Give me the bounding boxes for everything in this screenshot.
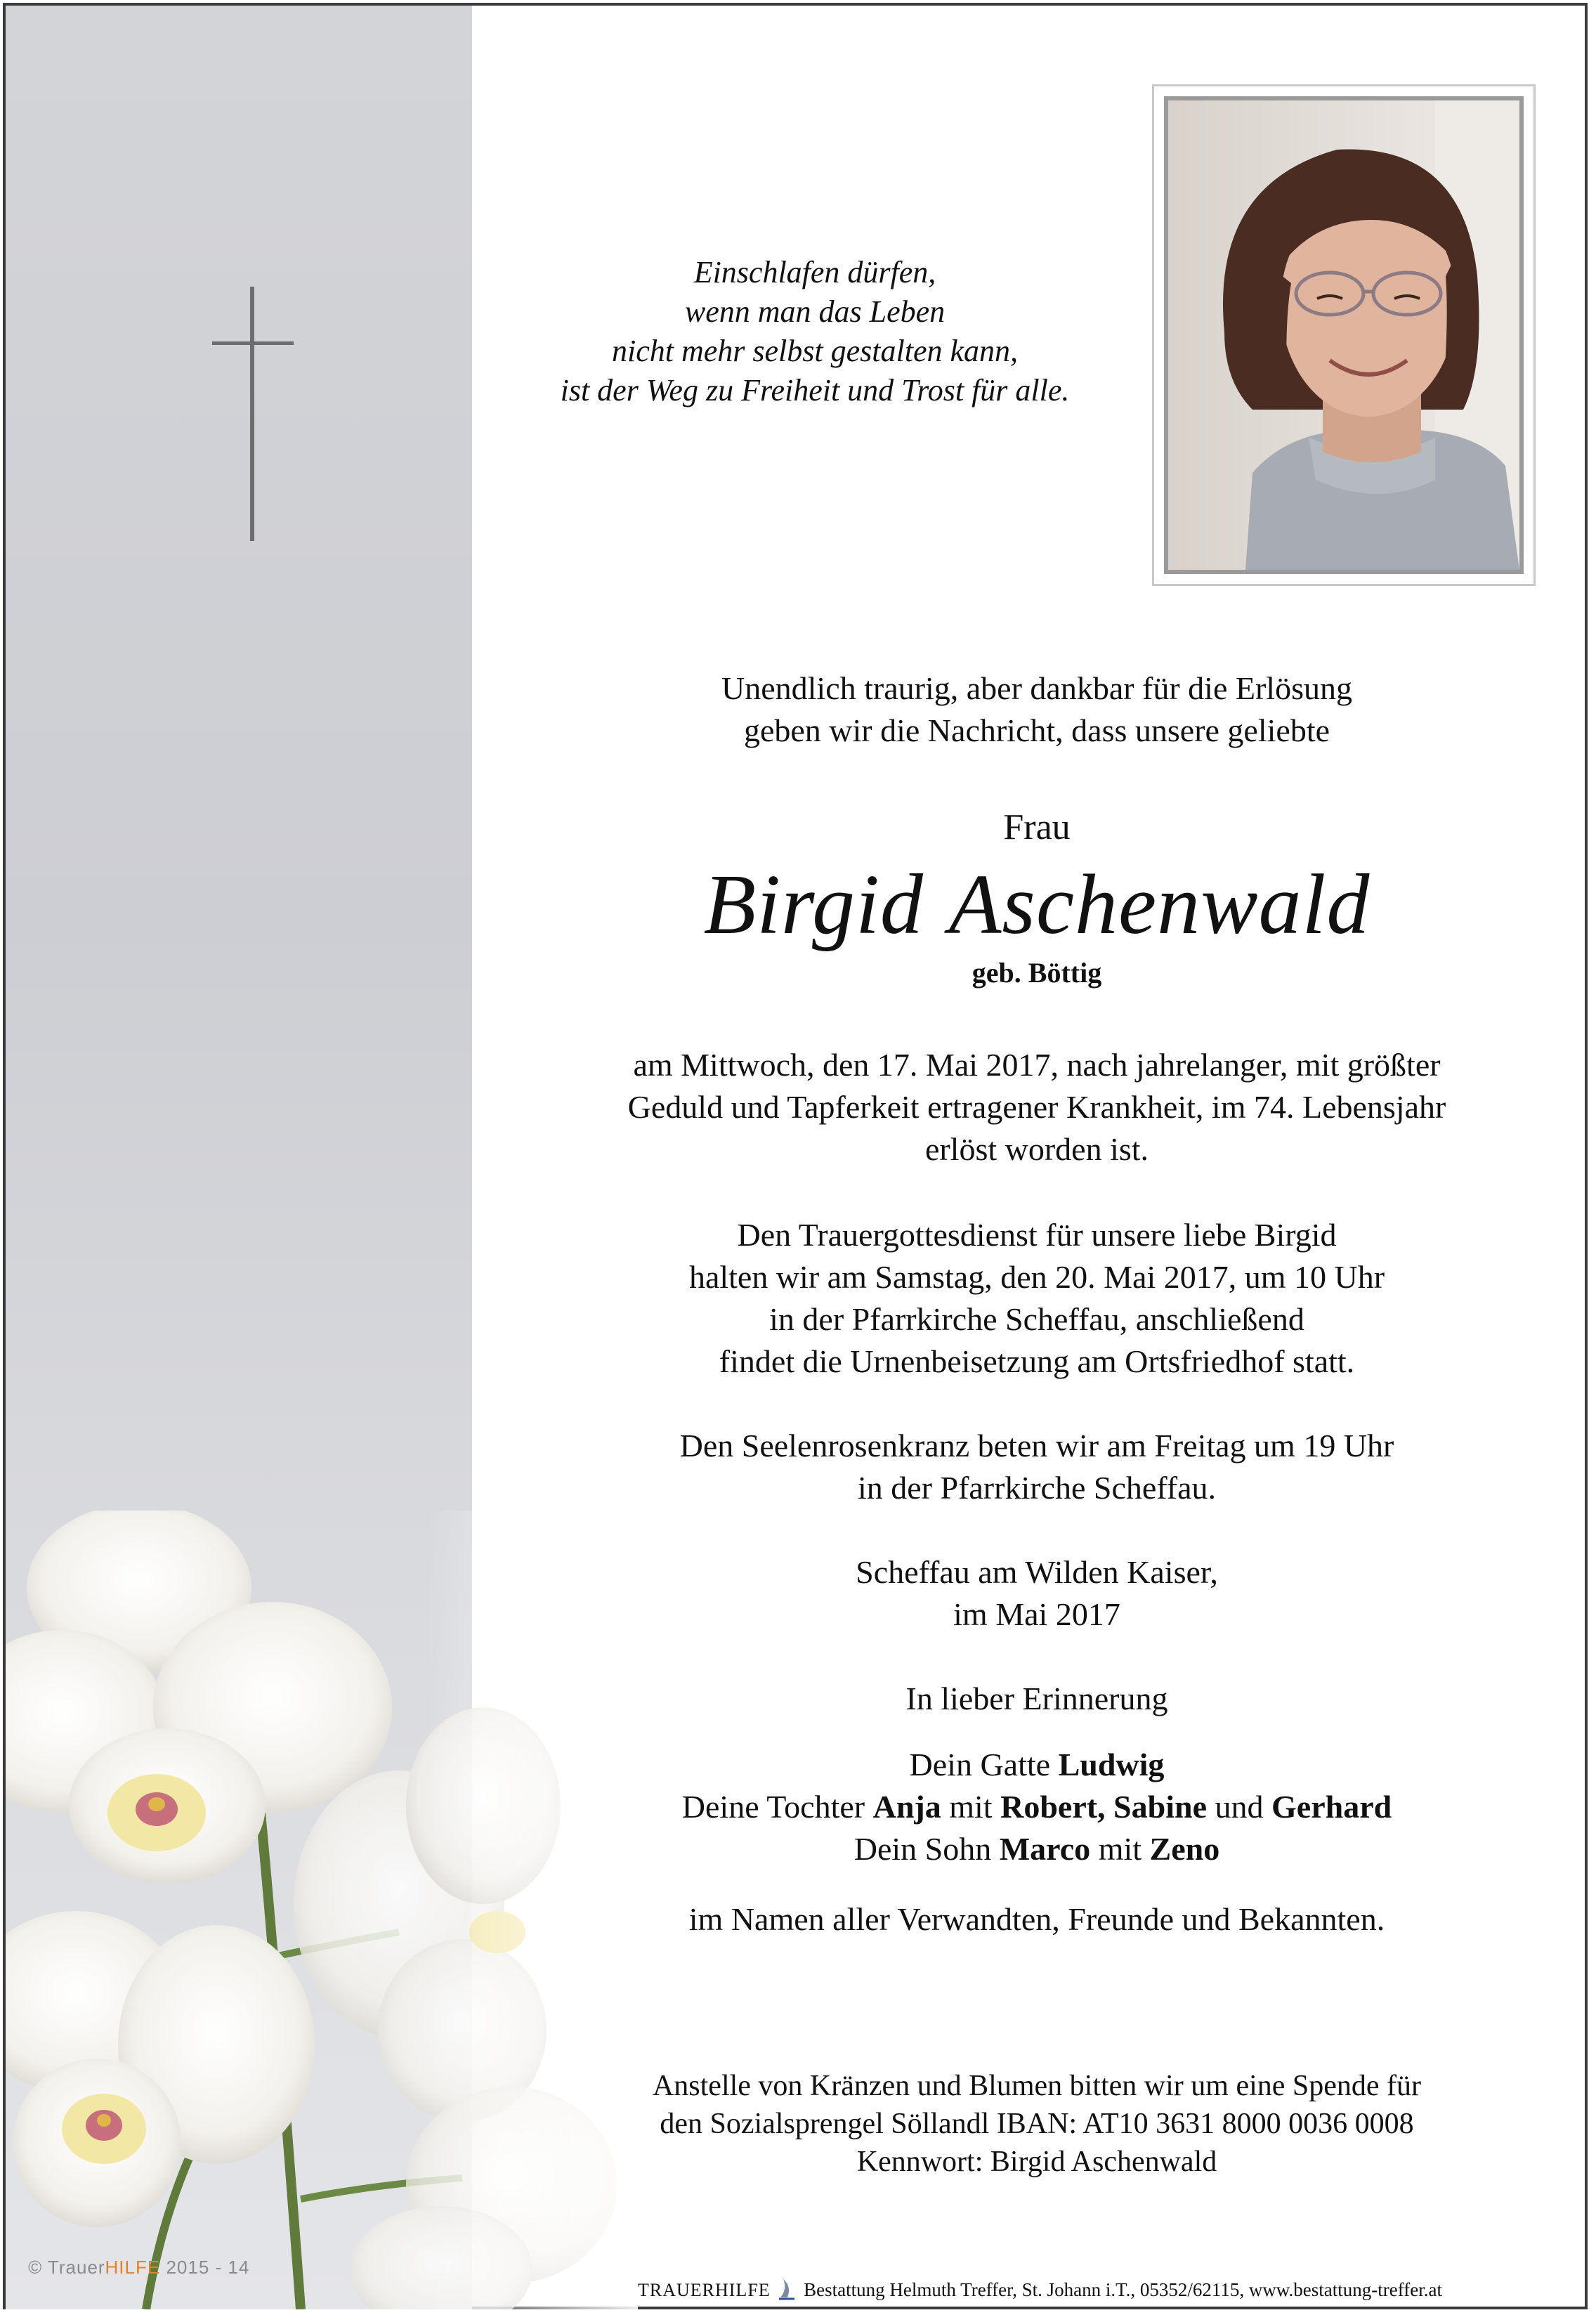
poem-line: nicht mehr selbst gestalten kann, [611,334,1018,368]
intro-text: Unendlich traurig, aber dankbar für die Erlösung geben wir die Nachricht, dass unsere geliebte [721,670,1352,748]
footer [638,2276,1481,2305]
rosary-info: Den Seelenrosenkranz beten wir am Freitag um 19 Uhr in der Pfarrkirche Scheffau. [679,1428,1394,1506]
poem-line: wenn man das Leben [684,294,946,329]
poem-line: ist der Weg zu Freiheit und Trost für alle. [560,373,1070,407]
salutation: Frau [1003,807,1071,847]
cross-icon [250,287,254,541]
family-son: Dein Sohn Marco mit Zeno [853,1831,1220,1867]
portrait-photo [1164,96,1524,574]
footer-contact: Bestattung Helmuth Treffer, St. Johann i.T., 05352/62115, www.bestattung-treffer.at [804,2279,1442,2300]
copyright-notice: © TrauerHILFE 2015 - 14 [28,2257,250,2278]
death-notice: am Mittwoch, den 17. Mai 2017, nach jahrelanger, mit größter Geduld und Tapferkeit ertragener Krankheit, im 74. Lebensjahr erlöst worden ist. [627,1047,1446,1167]
relatives-line: im Namen aller Verwandten, Freunde und Bekannten. [688,1901,1385,1937]
donation-info: Anstelle von Kränzen und Blumen bitten wir um eine Spende für den Sozialsprengel Söllandl IBAN: AT10 3631 8000 0036 0008 Kennwort: Birgid Aschenwald [652,2070,1422,2178]
place-date: Scheffau am Wilden Kaiser, im Mai 2017 [856,1554,1218,1632]
deceased-name: Birgid Aschenwald [703,857,1371,952]
birth-name: geb. Böttig [972,957,1102,989]
footer-brand: TRAUERHILFE [638,2280,771,2300]
cross-icon-bar [212,341,294,345]
poem-line: Einschlafen dürfen, [693,255,936,289]
portrait-photo-frame [1152,84,1536,586]
poem [464,253,1166,410]
family-husband: Dein Gatte Ludwig [909,1747,1165,1782]
trauerhilfe-logo-icon [778,2276,796,2305]
family-list [492,1744,1582,1870]
funeral-info: Den Trauergottesdienst für unsere liebe Birgid halten wir am Samstag, den 20. Mai 2017, um 10 Uhr in der Pfarrkirche Scheffau, anschließend findet die Urnenbeisetzung am Ortsfriedhof statt. [688,1217,1385,1379]
orchid-flower-2 [6,1911,315,2227]
remembrance: In lieber Erinnerung [905,1681,1168,1716]
family-daughter: Deine Tochter Anja mit Robert, Sabine und Gerhard [681,1789,1392,1825]
